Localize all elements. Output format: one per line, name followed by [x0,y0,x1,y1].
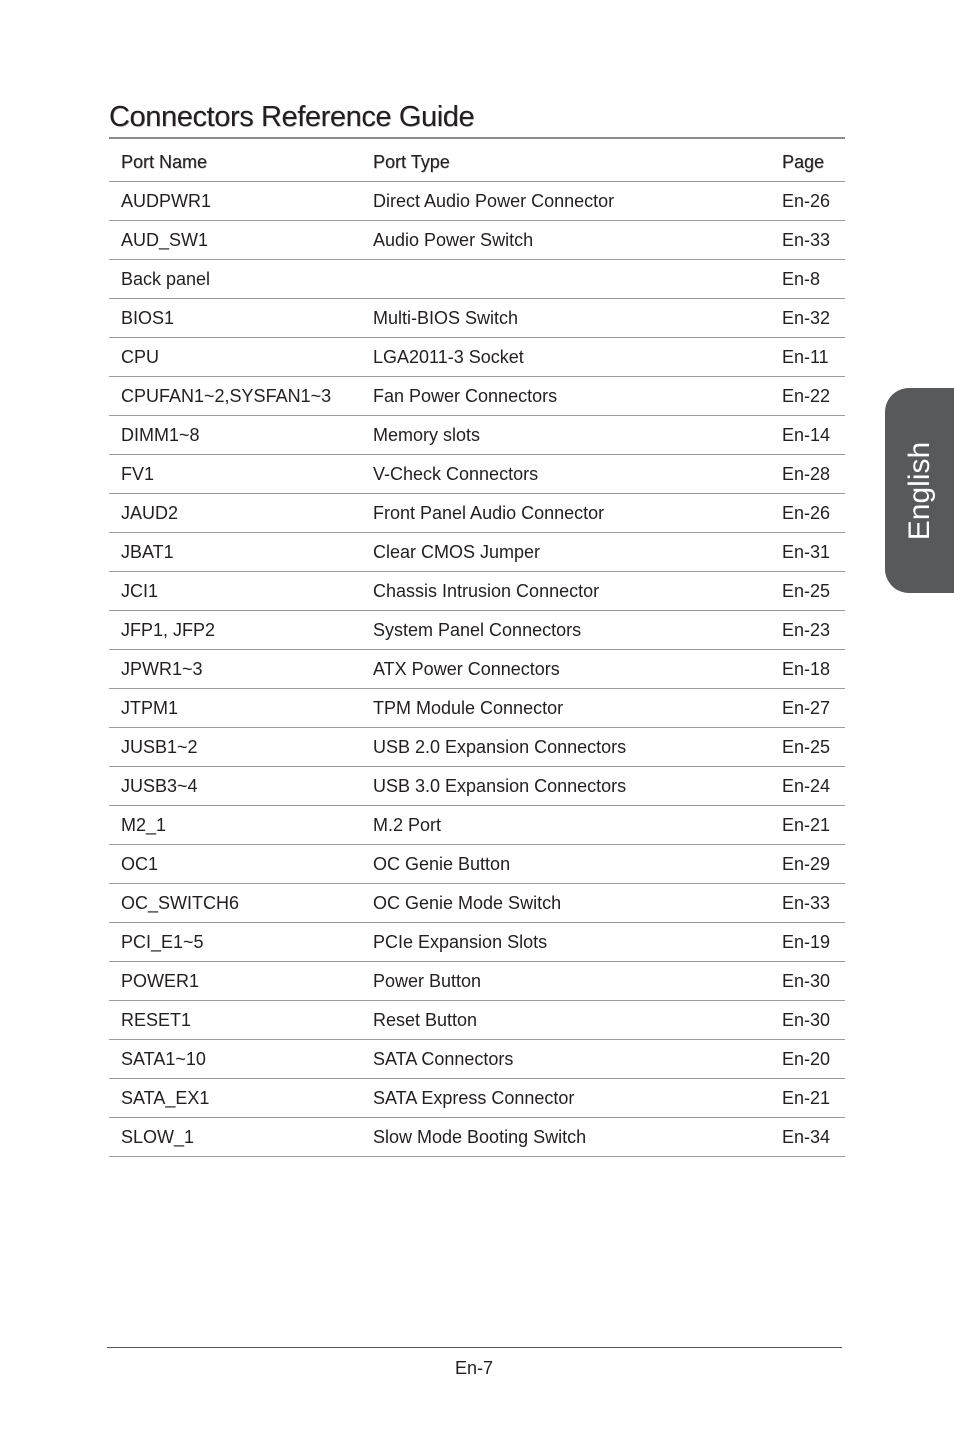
port-type-cell: PCIe Expansion Slots [361,923,770,962]
page-ref-cell: En-33 [770,884,845,923]
port-type-cell: V-Check Connectors [361,455,770,494]
port-type-cell: Front Panel Audio Connector [361,494,770,533]
port-type-cell: Direct Audio Power Connector [361,182,770,221]
port-name-cell: OC_SWITCH6 [109,884,361,923]
port-type-cell: Power Button [361,962,770,1001]
table-row [109,416,845,455]
table-row [109,767,845,806]
page-ref-cell: En-25 [770,572,845,611]
port-type-cell: LGA2011-3 Socket [361,338,770,377]
table-row [109,1118,845,1157]
port-type-cell: USB 3.0 Expansion Connectors [361,767,770,806]
port-name-cell: FV1 [109,455,361,494]
page-ref-cell: En-20 [770,1040,845,1079]
port-type-cell: TPM Module Connector [361,689,770,728]
port-type-cell: M.2 Port [361,806,770,845]
port-name-cell: SATA1~10 [109,1040,361,1079]
page-ref-cell: En-21 [770,806,845,845]
table-row [109,1040,845,1079]
port-type-cell: Multi-BIOS Switch [361,299,770,338]
table-row [109,806,845,845]
page-ref-cell: En-11 [770,338,845,377]
title-divider [109,137,845,139]
table-row [109,299,845,338]
page-title: Connectors Reference Guide [109,101,475,133]
table-row [109,338,845,377]
page-ref-cell: En-30 [770,962,845,1001]
port-type-cell: Audio Power Switch [361,221,770,260]
port-type-cell [361,260,770,299]
table-row [109,572,845,611]
port-type-cell: OC Genie Mode Switch [361,884,770,923]
page-ref-cell: En-32 [770,299,845,338]
language-tab-label: English [903,441,936,540]
port-name-cell: BIOS1 [109,299,361,338]
port-name-cell: JCI1 [109,572,361,611]
table-body [109,182,845,1157]
port-name-cell: M2_1 [109,806,361,845]
page-ref-cell: En-33 [770,221,845,260]
table-row [109,1001,845,1040]
page-ref-cell: En-24 [770,767,845,806]
page-ref-cell: En-14 [770,416,845,455]
port-name-cell: CPU [109,338,361,377]
table-row [109,728,845,767]
port-name-cell: JPWR1~3 [109,650,361,689]
port-name-cell: JFP1, JFP2 [109,611,361,650]
page-ref-cell: En-29 [770,845,845,884]
port-name-cell: POWER1 [109,962,361,1001]
port-type-cell: System Panel Connectors [361,611,770,650]
page-ref-cell: En-34 [770,1118,845,1157]
table-row [109,1079,845,1118]
port-name-cell: JUSB3~4 [109,767,361,806]
page-ref-cell: En-30 [770,1001,845,1040]
port-name-cell: AUD_SW1 [109,221,361,260]
page-ref-cell: En-25 [770,728,845,767]
port-name-cell: RESET1 [109,1001,361,1040]
footer-divider [107,1347,842,1348]
language-side-tab [885,388,954,593]
port-type-cell: Reset Button [361,1001,770,1040]
port-name-cell: JUSB1~2 [109,728,361,767]
page-ref-cell: En-26 [770,494,845,533]
page-ref-cell: En-21 [770,1079,845,1118]
port-type-cell: SATA Express Connector [361,1079,770,1118]
table-row [109,533,845,572]
table-row [109,611,845,650]
port-type-cell: ATX Power Connectors [361,650,770,689]
table-row [109,845,845,884]
port-name-cell: DIMM1~8 [109,416,361,455]
table-row [109,182,845,221]
table-row [109,962,845,1001]
port-name-cell: OC1 [109,845,361,884]
page-ref-cell: En-22 [770,377,845,416]
page-ref-cell: En-26 [770,182,845,221]
port-type-cell: Slow Mode Booting Switch [361,1118,770,1157]
port-type-cell: OC Genie Button [361,845,770,884]
page-ref-cell: En-23 [770,611,845,650]
page-number: En-7 [454,1358,494,1378]
table-row [109,221,845,260]
table-row [109,455,845,494]
table-row [109,260,845,299]
port-name-cell: JBAT1 [109,533,361,572]
port-type-cell: USB 2.0 Expansion Connectors [361,728,770,767]
page-ref-cell: En-19 [770,923,845,962]
table-row [109,689,845,728]
port-name-cell: PCI_E1~5 [109,923,361,962]
port-type-cell: SATA Connectors [361,1040,770,1079]
page-ref-cell: En-31 [770,533,845,572]
table-header-row [109,144,845,182]
port-name-cell: CPUFAN1~2,SYSFAN1~3 [109,377,361,416]
page-ref-cell: En-18 [770,650,845,689]
port-name-cell: JTPM1 [109,689,361,728]
page-ref-cell: En-27 [770,689,845,728]
port-type-cell: Chassis Intrusion Connector [361,572,770,611]
table-row [109,923,845,962]
connectors-table [109,144,845,1157]
column-header-port-name: Port Name [109,144,361,182]
port-type-cell: Clear CMOS Jumper [361,533,770,572]
port-type-cell: Fan Power Connectors [361,377,770,416]
table-row [109,494,845,533]
port-name-cell: SLOW_1 [109,1118,361,1157]
table-row [109,650,845,689]
table-row [109,884,845,923]
column-header-port-type: Port Type [361,144,770,182]
port-name-cell: Back panel [109,260,361,299]
port-name-cell: AUDPWR1 [109,182,361,221]
table-row [109,377,845,416]
page-ref-cell: En-28 [770,455,845,494]
port-name-cell: JAUD2 [109,494,361,533]
port-name-cell: SATA_EX1 [109,1079,361,1118]
port-type-cell: Memory slots [361,416,770,455]
page-ref-cell: En-8 [770,260,845,299]
column-header-page: Page [770,144,845,182]
